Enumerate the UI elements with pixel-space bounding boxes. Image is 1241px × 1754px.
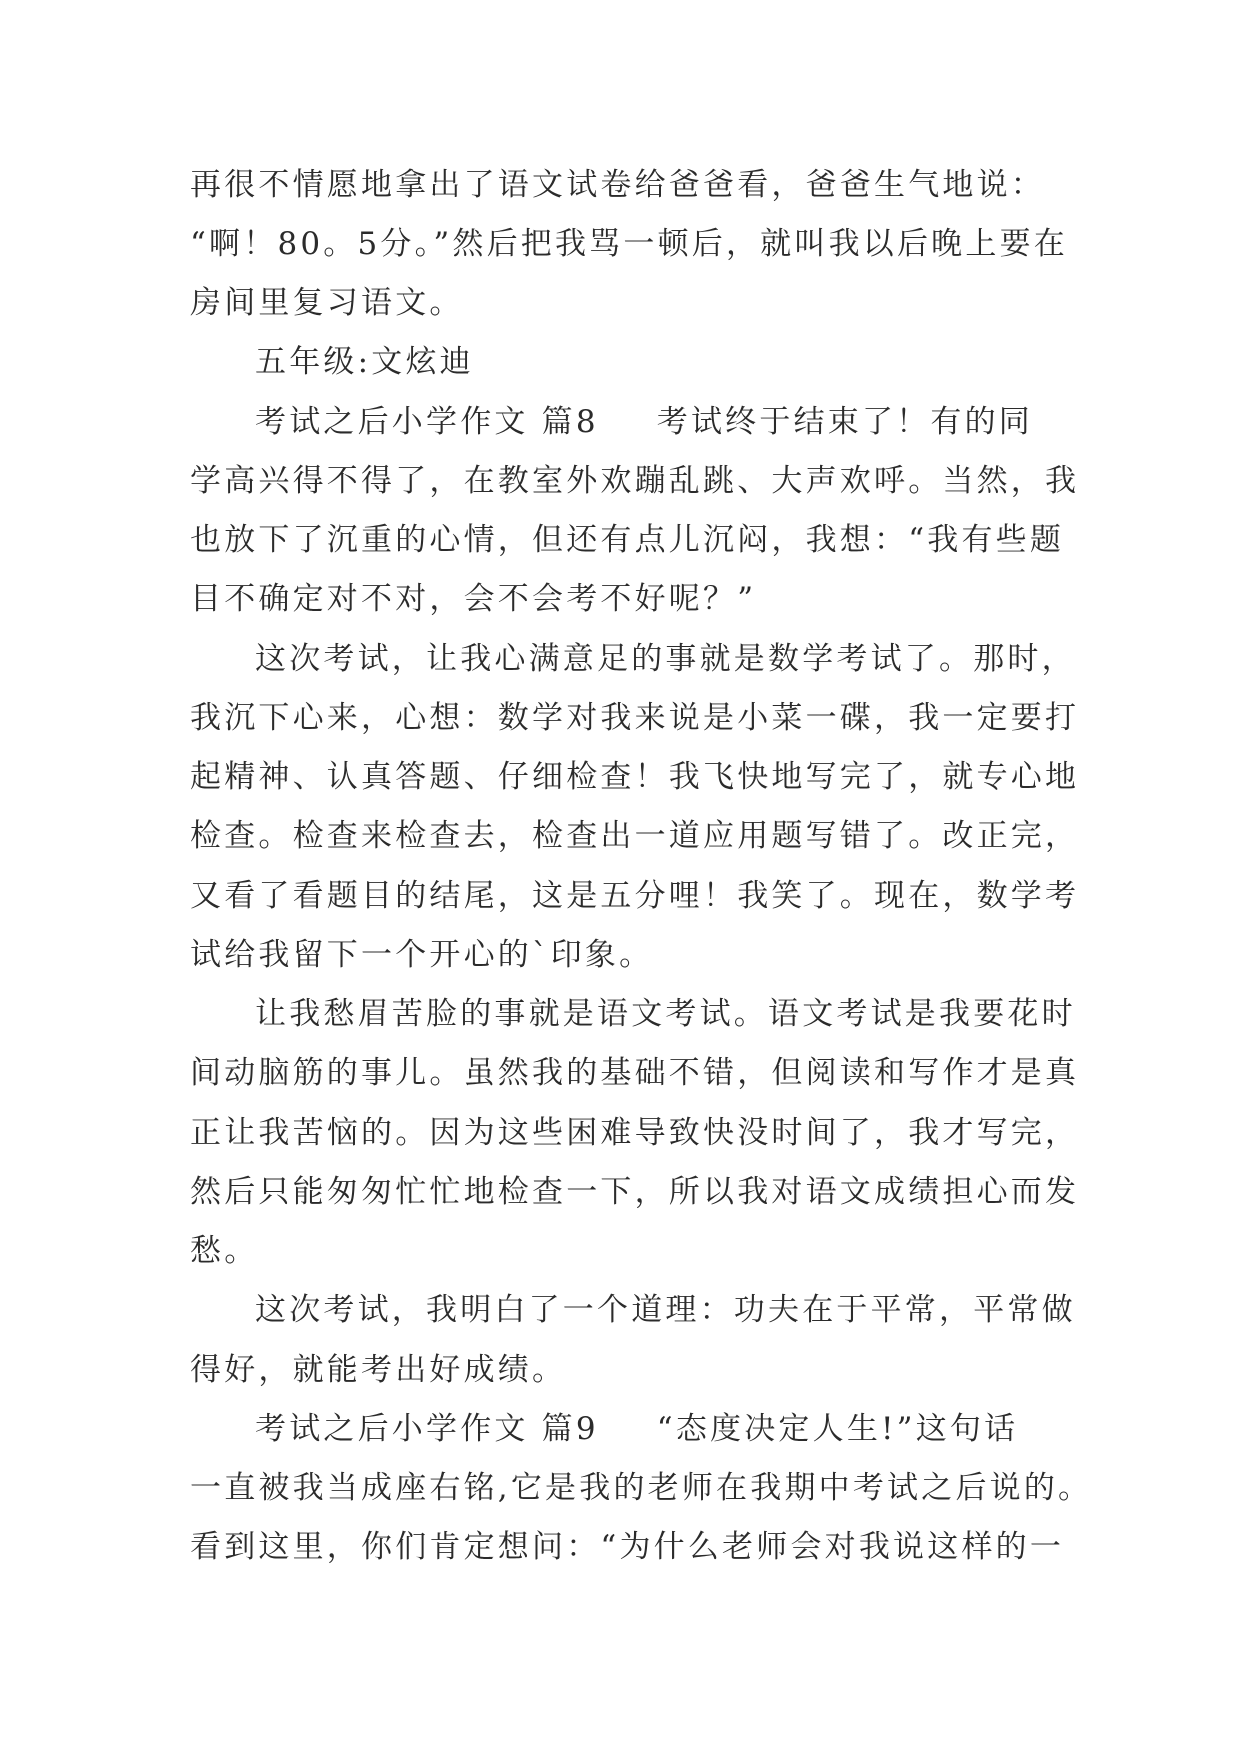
text-line: 然后只能匆匆忙忙地检查一下，所以我对语文成绩担心而发 (190, 1174, 1080, 1210)
text-line: 我沉下心来，心想：数学对我来说是小菜一碟，我一定要打 (190, 700, 1080, 736)
text-line: 学高兴得不得了，在教室外欢蹦乱跳、大声欢呼。当然，我 (190, 463, 1080, 499)
text-line: 也放下了沉重的心情，但还有点儿沉闷，我想：“我有些题 (190, 522, 1065, 558)
text-line: 房间里复习语文。 (190, 285, 464, 321)
section-heading-line (255, 1403, 1070, 1455)
text-line: 看到这里，你们肯定想问：“为什么老师会对我说这样的一 (190, 1529, 1065, 1565)
author-line: 五年级:文炫迪 (255, 344, 474, 380)
text-line: 愁。 (190, 1233, 259, 1269)
section-heading: 考试之后小学作文 篇9 (255, 1411, 599, 1447)
text-line: 间动脑筋的事儿。虽然我的基础不错，但阅读和写作才是真 (190, 1055, 1080, 1091)
text-line: 目不确定对不对，会不会考不好呢？” (190, 581, 757, 617)
text-line: 又看了看题目的结尾，这是五分哩！我笑了。现在，数学考 (190, 878, 1080, 914)
text-line: 试给我留下一个开心的`印象。 (190, 937, 654, 973)
text-line: 这次考试，让我心满意足的事就是数学考试了。那时， (255, 641, 1076, 677)
text-line: “啊！80。5分。”然后把我骂一顿后，就叫我以后晚上要在 (190, 226, 1068, 262)
text-line: 得好，就能考出好成绩。 (190, 1352, 567, 1388)
text-line: 再很不情愿地拿出了语文试卷给爸爸看，爸爸生气地说： (190, 167, 1045, 203)
text-line: 正让我苦恼的。因为这些困难导致快没时间了，我才写完， (190, 1115, 1080, 1151)
text-line: 这次考试，我明白了一个道理：功夫在于平常，平常做 (255, 1292, 1076, 1328)
text-line: 一直被我当成座右铭,它是我的老师在我期中考试之后说的。 (190, 1470, 1093, 1506)
section-heading: 考试之后小学作文 篇8 (255, 404, 599, 440)
text-segment: “态度决定人生!”这句话 (656, 1411, 1019, 1447)
text-segment: 考试终于结束了！有的同 (656, 404, 1033, 440)
text-line: 检查。检查来检查去，检查出一道应用题写错了。改正完， (190, 818, 1080, 854)
section-heading-line (255, 396, 1070, 448)
text-line: 让我愁眉苦脸的事就是语文考试。语文考试是我要花时 (255, 996, 1076, 1032)
text-line: 起精神、认真答题、仔细检查！我飞快地写完了，就专心地 (190, 759, 1080, 795)
